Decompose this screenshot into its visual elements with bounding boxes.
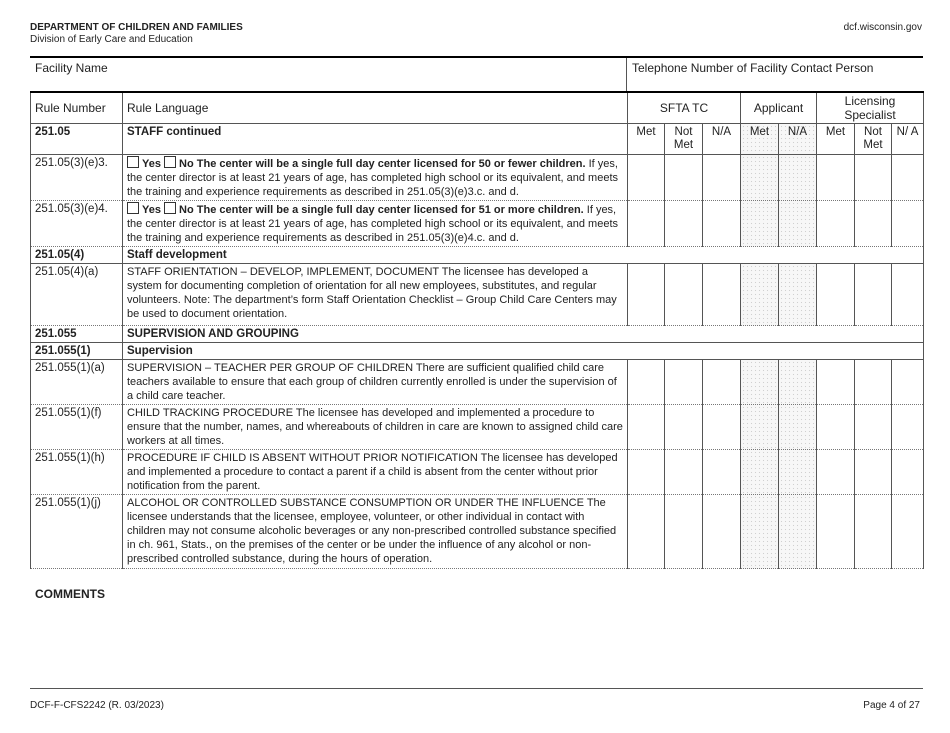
applicant-na-cell[interactable] <box>779 360 817 405</box>
applicant-header: Applicant <box>741 92 817 124</box>
rule-number: 251.055(1)(f) <box>31 405 123 450</box>
licensing-na-subheader: N/ A <box>892 124 924 155</box>
sftatc-not-met-cell[interactable] <box>665 405 703 450</box>
rule-bold-text: The center will be a single full day center licensed for 50 or fewer children. <box>196 158 586 170</box>
sftatc-met-cell[interactable] <box>628 264 665 326</box>
licensing-met-cell[interactable] <box>817 264 855 326</box>
rule-text: If yes, the center director is at least 21 years of age, has completed high school or its equivalent, and meets the training and experience requirements as described in 251.05(3)(e)3.c. and d. <box>127 158 618 198</box>
rule-language: SUPERVISION – TEACHER PER GROUP OF CHILDREN There are sufficient qualified child care teachers available to ensure that each group of children currently enrolled is under the supervision of a child care teacher. <box>123 360 628 405</box>
licensing-met-cell[interactable] <box>817 405 855 450</box>
applicant-na-cell[interactable] <box>779 264 817 326</box>
licensing-na-cell[interactable] <box>892 405 924 450</box>
rule-number-header: Rule Number <box>31 92 123 124</box>
licensing-met-cell[interactable] <box>817 360 855 405</box>
sftatc-not-met-cell[interactable] <box>665 201 703 247</box>
yes-checkbox[interactable] <box>127 156 139 168</box>
licensing-met-cell[interactable] <box>817 450 855 495</box>
rule-number: 251.05(4)(a) <box>31 264 123 326</box>
licensing-met-cell[interactable] <box>817 201 855 247</box>
facility-phone-label: Telephone Number of Facility Contact Person <box>632 61 874 75</box>
section-row <box>31 343 924 360</box>
yes-checkbox[interactable] <box>127 202 139 214</box>
division-title: Division of Early Care and Education <box>30 34 193 45</box>
sftatc-header: SFTA TC <box>628 92 741 124</box>
rule-number: 251.05(3)(e)4. <box>31 201 123 247</box>
sftatc-not-met-cell[interactable] <box>665 360 703 405</box>
licensing-na-cell[interactable] <box>892 360 924 405</box>
footer-divider <box>30 688 923 689</box>
sftatc-met-cell[interactable] <box>628 155 665 201</box>
facility-phone-field[interactable] <box>627 58 923 92</box>
licensing-met-cell[interactable] <box>817 495 855 569</box>
rule-number: 251.055(1)(a) <box>31 360 123 405</box>
table-row <box>31 201 924 247</box>
licensing-not-met-cell[interactable] <box>855 405 892 450</box>
section-number: 251.055 <box>31 326 123 343</box>
sftatc-na-cell[interactable] <box>703 450 741 495</box>
sftatc-met-cell[interactable] <box>628 201 665 247</box>
rule-number: 251.05(3)(e)3. <box>31 155 123 201</box>
sftatc-na-cell[interactable] <box>703 405 741 450</box>
applicant-met-cell[interactable] <box>741 264 779 326</box>
licensing-not-met-cell[interactable] <box>855 155 892 201</box>
licensing-met-subheader: Met <box>817 124 855 155</box>
form-id-label: DCF-F-CFS2242 (R. 03/2023) <box>30 700 164 711</box>
sftatc-met-cell[interactable] <box>628 495 665 569</box>
comments-label: COMMENTS <box>35 587 105 601</box>
sftatc-na-cell[interactable] <box>703 201 741 247</box>
applicant-na-cell[interactable] <box>779 450 817 495</box>
table-row <box>31 155 924 201</box>
rule-language <box>123 155 628 201</box>
table-row <box>31 495 924 569</box>
licensing-not-met-subheader: Not Met <box>855 124 892 155</box>
applicant-na-subheader: N/A <box>779 124 817 155</box>
applicant-na-cell[interactable] <box>779 405 817 450</box>
applicant-met-cell[interactable] <box>741 360 779 405</box>
applicant-na-cell[interactable] <box>779 155 817 201</box>
no-label: No <box>179 204 194 216</box>
sftatc-not-met-cell[interactable] <box>665 495 703 569</box>
department-title: DEPARTMENT OF CHILDREN AND FAMILIES <box>30 22 243 33</box>
sftatc-met-cell[interactable] <box>628 360 665 405</box>
section-title: Supervision <box>123 343 924 360</box>
licensing-not-met-cell[interactable] <box>855 495 892 569</box>
licensing-na-cell[interactable] <box>892 495 924 569</box>
section-title: Staff development <box>123 247 924 264</box>
section-title: SUPERVISION AND GROUPING <box>123 326 924 343</box>
rule-text: If yes, the center director is at least 21 years of age, has completed high school or its equivalent, and meets the training and experience requirements as described in 251.05(3)(e)4.c. and d. <box>127 204 618 244</box>
rule-bold-text: The center will be a single full day center licensed for 51 or more children. <box>196 204 584 216</box>
sftatc-na-cell[interactable] <box>703 264 741 326</box>
rule-number: 251.055(1)(h) <box>31 450 123 495</box>
table-header-row <box>31 92 924 124</box>
applicant-met-cell[interactable] <box>741 450 779 495</box>
sftatc-na-cell[interactable] <box>703 155 741 201</box>
sftatc-not-met-cell[interactable] <box>665 155 703 201</box>
sftatc-met-subheader: Met <box>628 124 665 155</box>
page-number-label: Page 4 of 27 <box>863 700 920 711</box>
table-row <box>31 450 924 495</box>
rule-language-header: Rule Language <box>123 92 628 124</box>
table-row <box>31 360 924 405</box>
licensing-met-cell[interactable] <box>817 155 855 201</box>
licensing-na-cell[interactable] <box>892 155 924 201</box>
yes-label: Yes <box>142 204 161 216</box>
table-row <box>31 264 924 326</box>
sftatc-not-met-cell[interactable] <box>665 264 703 326</box>
rule-language: CHILD TRACKING PROCEDURE The licensee has developed and implemented a procedure to ensure that the number, names, and whereabouts of children in care are known to assigned child care workers at all times. <box>123 405 628 450</box>
sftatc-na-cell[interactable] <box>703 495 741 569</box>
applicant-na-cell[interactable] <box>779 201 817 247</box>
facility-name-label: Facility Name <box>35 61 108 75</box>
rule-language: STAFF ORIENTATION – DEVELOP, IMPLEMENT, DOCUMENT The licensee has developed a system for documenting completion of orientation for all new employees, substitutes, and regular volunteers. Note: The department’s form Staff Orientation Checklist – Group Child Care Centers may be used to document orientation. <box>123 264 628 326</box>
licensing-not-met-cell[interactable] <box>855 264 892 326</box>
sftatc-met-cell[interactable] <box>628 405 665 450</box>
section-number: 251.055(1) <box>31 343 123 360</box>
applicant-met-cell[interactable] <box>741 405 779 450</box>
applicant-met-subheader: Met <box>741 124 779 155</box>
rules-table <box>30 91 924 569</box>
sftatc-not-met-subheader: Not Met <box>665 124 703 155</box>
applicant-na-cell[interactable] <box>779 495 817 569</box>
applicant-met-cell[interactable] <box>741 495 779 569</box>
section-title: STAFF continued <box>123 124 628 155</box>
rule-number: 251.055(1)(j) <box>31 495 123 569</box>
rule-language <box>123 201 628 247</box>
facility-name-field[interactable] <box>30 58 627 92</box>
licensing-not-met-cell[interactable] <box>855 201 892 247</box>
sftatc-met-cell[interactable] <box>628 450 665 495</box>
licensing-not-met-cell[interactable] <box>855 450 892 495</box>
facility-info-row <box>30 56 923 92</box>
no-checkbox[interactable] <box>164 202 176 214</box>
licensing-na-cell[interactable] <box>892 201 924 247</box>
rule-language: ALCOHOL OR CONTROLLED SUBSTANCE CONSUMPTION OR UNDER THE INFLUENCE The licensee understands that the licensee, employee, volunteer, or other individual in contact with children may not consume alcoholic beverages or any non-prescribed controlled substance specified in ch. 961, Stats., on the premises of the center or be under the influence of any alcohol or non-prescribed controlled substance, during the hours of operation. <box>123 495 628 569</box>
licensing-not-met-cell[interactable] <box>855 360 892 405</box>
section-number: 251.05(4) <box>31 247 123 264</box>
yes-label: Yes <box>142 158 161 170</box>
section-row <box>31 124 924 155</box>
rule-language: PROCEDURE IF CHILD IS ABSENT WITHOUT PRIOR NOTIFICATION The licensee has developed and implemented a procedure to contact a parent if a child is absent from the center without prior notification from the parent. <box>123 450 628 495</box>
sftatc-na-subheader: N/A <box>703 124 741 155</box>
sftatc-na-cell[interactable] <box>703 360 741 405</box>
sftatc-not-met-cell[interactable] <box>665 450 703 495</box>
licensing-na-cell[interactable] <box>892 264 924 326</box>
table-row <box>31 405 924 450</box>
licensing-na-cell[interactable] <box>892 450 924 495</box>
section-row <box>31 326 924 343</box>
no-checkbox[interactable] <box>164 156 176 168</box>
no-label: No <box>179 158 194 170</box>
licensing-specialist-header: Licensing Specialist <box>817 92 924 124</box>
section-number: 251.05 <box>31 124 123 155</box>
applicant-met-cell[interactable] <box>741 201 779 247</box>
applicant-met-cell[interactable] <box>741 155 779 201</box>
section-row <box>31 247 924 264</box>
website-label: dcf.wisconsin.gov <box>843 22 922 33</box>
